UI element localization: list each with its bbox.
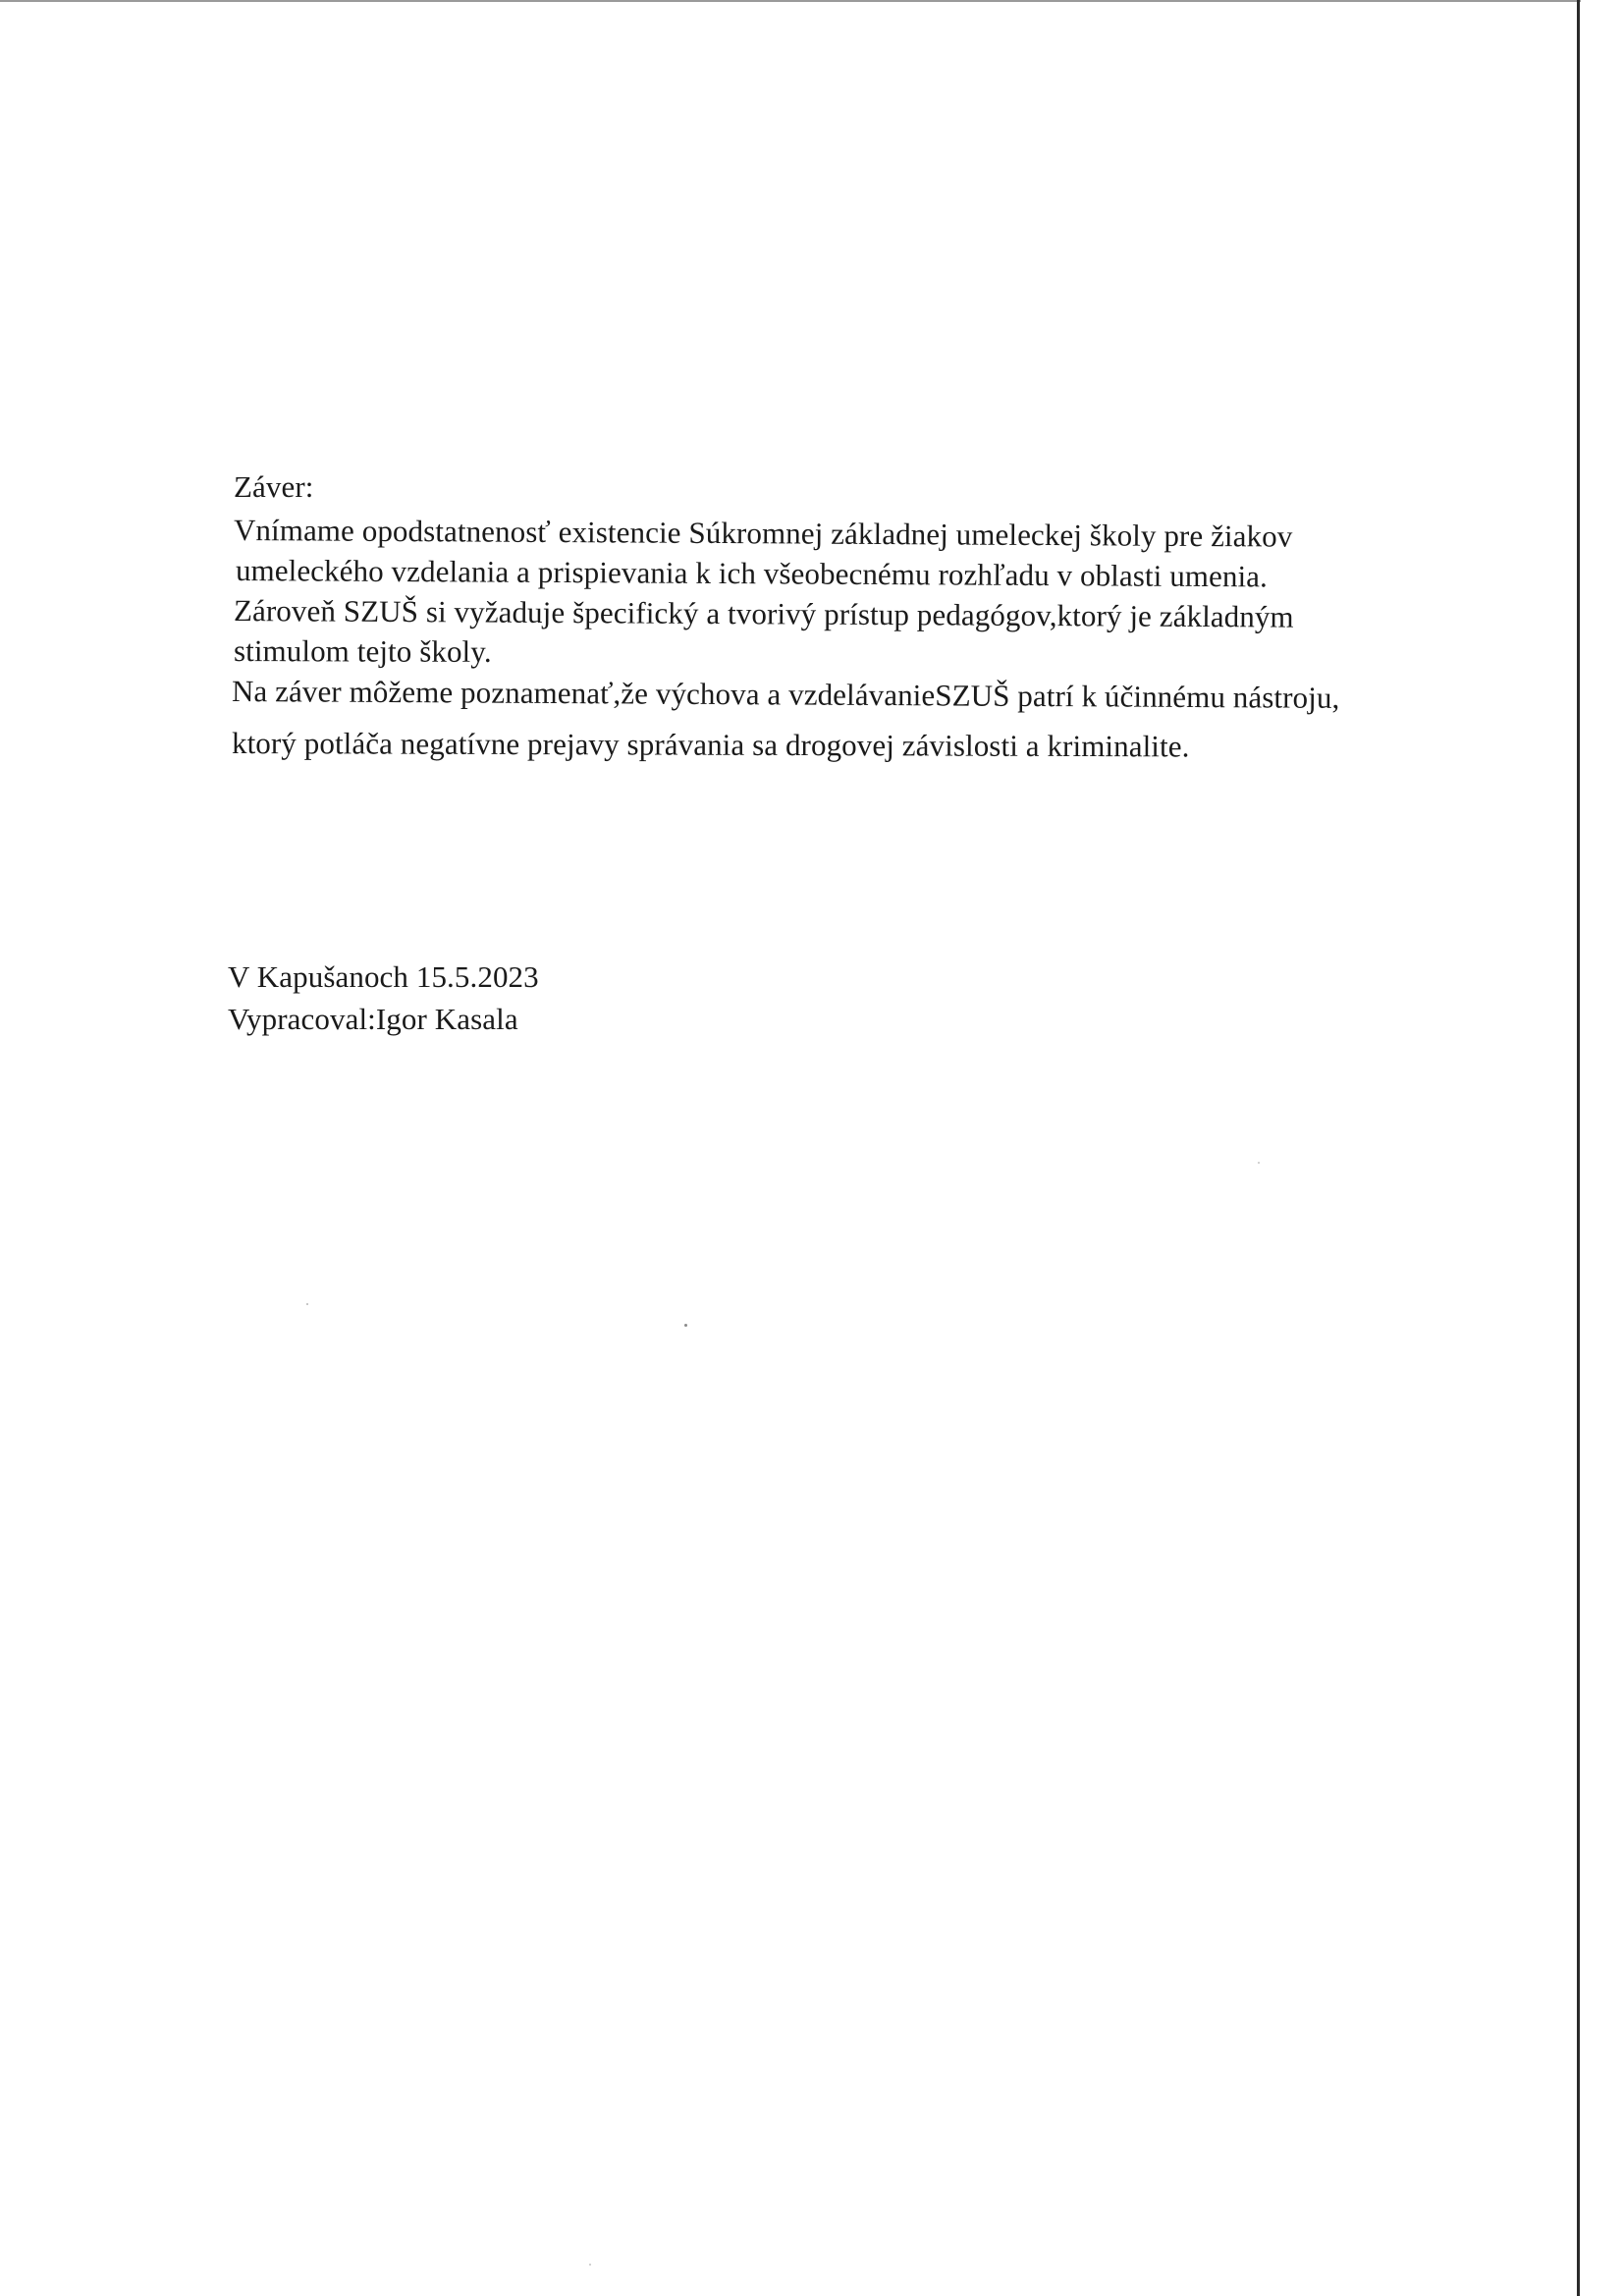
paragraph-2-line-1: Na záver môžeme poznamenať,že výchova a vzdelávanieSZUŠ patrí k účinnému nástroju, [231, 674, 1340, 715]
author-line: Vypracoval:Igor Kasala [228, 1002, 518, 1036]
scan-top-edge [0, 0, 1581, 2]
scan-speck [306, 1303, 308, 1305]
paragraph-1-line-1: Vnímame opodstatnenosť existencie Súkromnej základnej umeleckej školy pre žiakov [233, 513, 1293, 554]
scan-speck [589, 2264, 591, 2266]
scan-right-edge [1577, 0, 1580, 2296]
paragraph-1-line-3: Zároveň SZUŠ si vyžaduje špecifický a tvorivý prístup pedagógov,ktorý je základným [233, 593, 1294, 634]
paragraph-2-line-2: ktorý potláča negatívne prejavy správania sa drogovej závislosti a kriminalite. [231, 726, 1190, 764]
place-and-date: V Kapušanoch 15.5.2023 [228, 959, 539, 994]
paragraph-1-line-2: umeleckého vzdelania a prispievania k ich všeobecnému rozhľadu v oblasti umenia. [235, 553, 1269, 594]
scan-speck [684, 1324, 687, 1327]
paragraph-1-line-4: stimulom tejto školy. [233, 633, 492, 669]
scan-speck [1258, 1162, 1260, 1164]
conclusion-heading: Záver: [234, 469, 314, 504]
